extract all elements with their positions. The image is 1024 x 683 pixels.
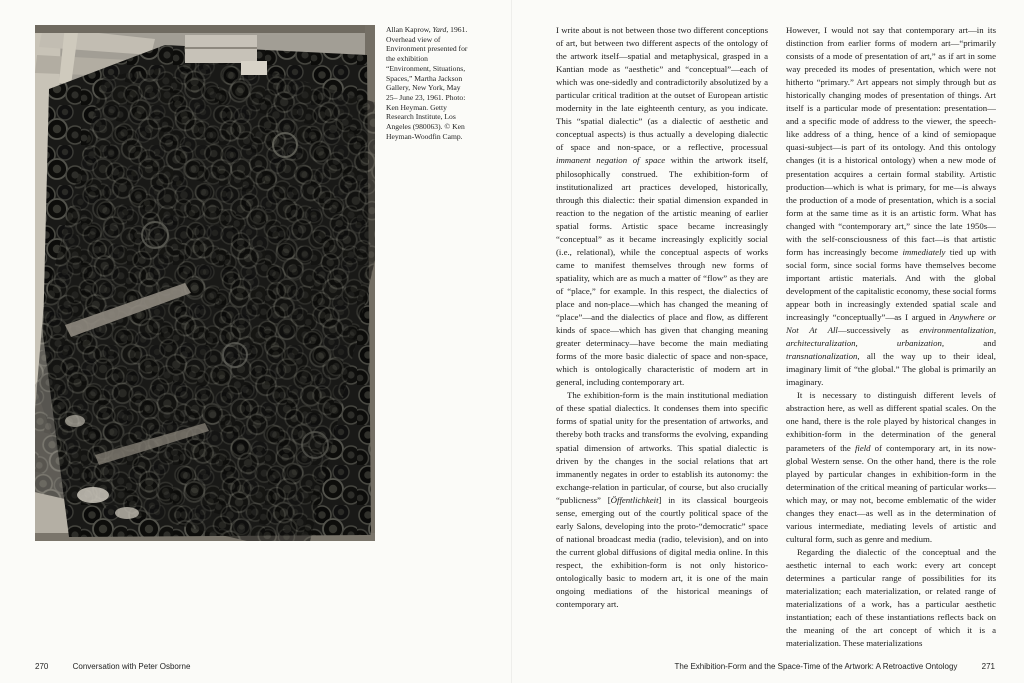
running-title-left: Conversation with Peter Osborne	[72, 662, 191, 671]
running-title-right: The Exhibition-Form and the Space-Time of the Artwork: A Retroactive Ontology	[674, 662, 958, 671]
page-fold-divider	[511, 0, 512, 683]
page-number-left: 270	[35, 662, 49, 671]
paragraph: The exhibition-form is the main institutional mediation of these spatial dialectics. It condenses them into specific forms of spatial unity for the presentation of artworks, and thereby both tracks and transforms the evolving, expanding spatial dimension of artworks. This spatial dialectic is driven by the changes in the social relations that art immanently negates in order to establish its autonomy: the exchange-relation in particular, of course, but also crucially “publicness” [Öffentlichkeit] in its classical bourgeois sense, emerging out of the courtly political space of the early Salons, developing into the proto-“democratic” space of national broadcast media (radio, television), and on into the current global diffusions of digital media online. In this respect, the exhibition-form is not only historico-ontologically basic to modern art, it is one of the main ongoing mediations of the historical meanings of contemporary art.	[556, 390, 768, 610]
paragraph: However, I would not say that contemporary art—in its distinction from earlier forms of modern art—“primarily consists of a mode of presentation of art,” as if art in some way preceded its modes of presentation, which were not hitherto “primary.” Art appears not simply through but as historically changing modes of presentation of things. Art itself is a particular mode of presentation: presentation—and a specific mode of address to the viewer, the speech-like address of a thing, hence of a kind of semiopaque quasi-subject—is part of its ontology. And this ontology changes (it is a historical ontology) when a new mode of presentation acquires a certain formal stability. Artistic production—which is what is primary, for me—is always the production of a mode of presentation, which is a social form at the same time as it is an artistic form. What has changed with “contemporary art,” since the late 1950s—with the self-consciousness of this fact—is that artistic form has increasingly become immediately tied up with social form, since social forms have themselves become important artistic materials. And with the global development of the capitalistic economy, these social forms appear both in increasingly extended spatial scale and increasingly “conceptually”—as I argued in Anywhere or Not At All—successively as environmentalization, architecturalization, urbanization, and transnationalization, all the way up to their ideal, imaginary limit of “the global.” The global is primarily an imaginary.	[786, 25, 996, 388]
text-column-right	[786, 24, 996, 658]
footer-left	[35, 662, 190, 671]
paragraph: It is necessary to distinguish different levels of abstraction here, as well as different spatial scales. On the one hand, there is the role played by historical changes in exhibition-form in the determination of the general parameters of the field of contemporary art, in its now-global Western sense. On the other hand, there is the role played by particular changes in exhibition-form in the determination of the critical meaning of particular works—which may, or may not, become emblematic of the wider changes they enact—as well as in the determination of various intermediate, mediating levels of artistic and cultural form, such as genre and medium.	[786, 390, 996, 544]
page-number-right: 271	[981, 662, 995, 671]
photo-caption: Allan Kaprow, Yard, 1961. Overhead view of Environment presented for the exhibition “Environment, Situations, Spaces,” Martha Jackson Gallery, New York, May 25– June 23, 1961. Photo: Ken Heyman. Getty Research Institute, Los Angeles (980063). © Ken Heyman-Woodfin Camp.	[386, 25, 468, 141]
artwork-photo	[35, 25, 375, 541]
paragraph: I write about is not between those two different conceptions of art, but between two different aspects of the ontology of the artwork itself—spatial and metaphysical, grasped in a Kantian mode as “aesthetic” and “conceptual”—each of which was one-sidedly and contradictorily absolutized by a particular critical tradition at the outset of European artistic modernity in the late eighteenth century, as you indicate. This “spatial dialectic” (as a dialectic of aesthetic and conceptual aspects) is thus actually a developing dialectic of space and non-space, or a reflective, processual immanent negation of space within the artwork itself, philosophically construed. The exhibition-form of institutionalized art practices developed, historically, through this dialectic: their spatial dimension expanded in reaction to the negation of the artistic meaning of earlier spatial forms. Artistic space became increasingly “conceptual” as it became increasingly explicitly social (i.e., relational), while the conceptual aspects of works came to manifest themselves through new forms of spatiality, which are as much a matter of “flow” as they are of “place,” for example. In this respect, the dialectics of place and non-place—which has changed the meaning of “place”—and the dialectics of place and flow, as different kinds of space—which has given that changing meaning greater determinacy—have become the main mediating forms of the more basic dialectic of space and non-space, which is ontologically characteristic of modern art in general, including contemporary art.	[556, 25, 768, 388]
paragraph: Regarding the dialectic of the conceptual and the aesthetic internal to each work: every art concept determines a particular range of possibilities for its materialization; each materialization, or related range of materializations of a work, has a particular aesthetic instantiation; each of these instantiations reflects back on the meaning of the art concept of which it is a materialization. These materializations	[786, 546, 996, 649]
artwork-photo-graphic	[35, 25, 375, 541]
footer-right	[674, 662, 995, 671]
text-column-left	[556, 24, 768, 658]
